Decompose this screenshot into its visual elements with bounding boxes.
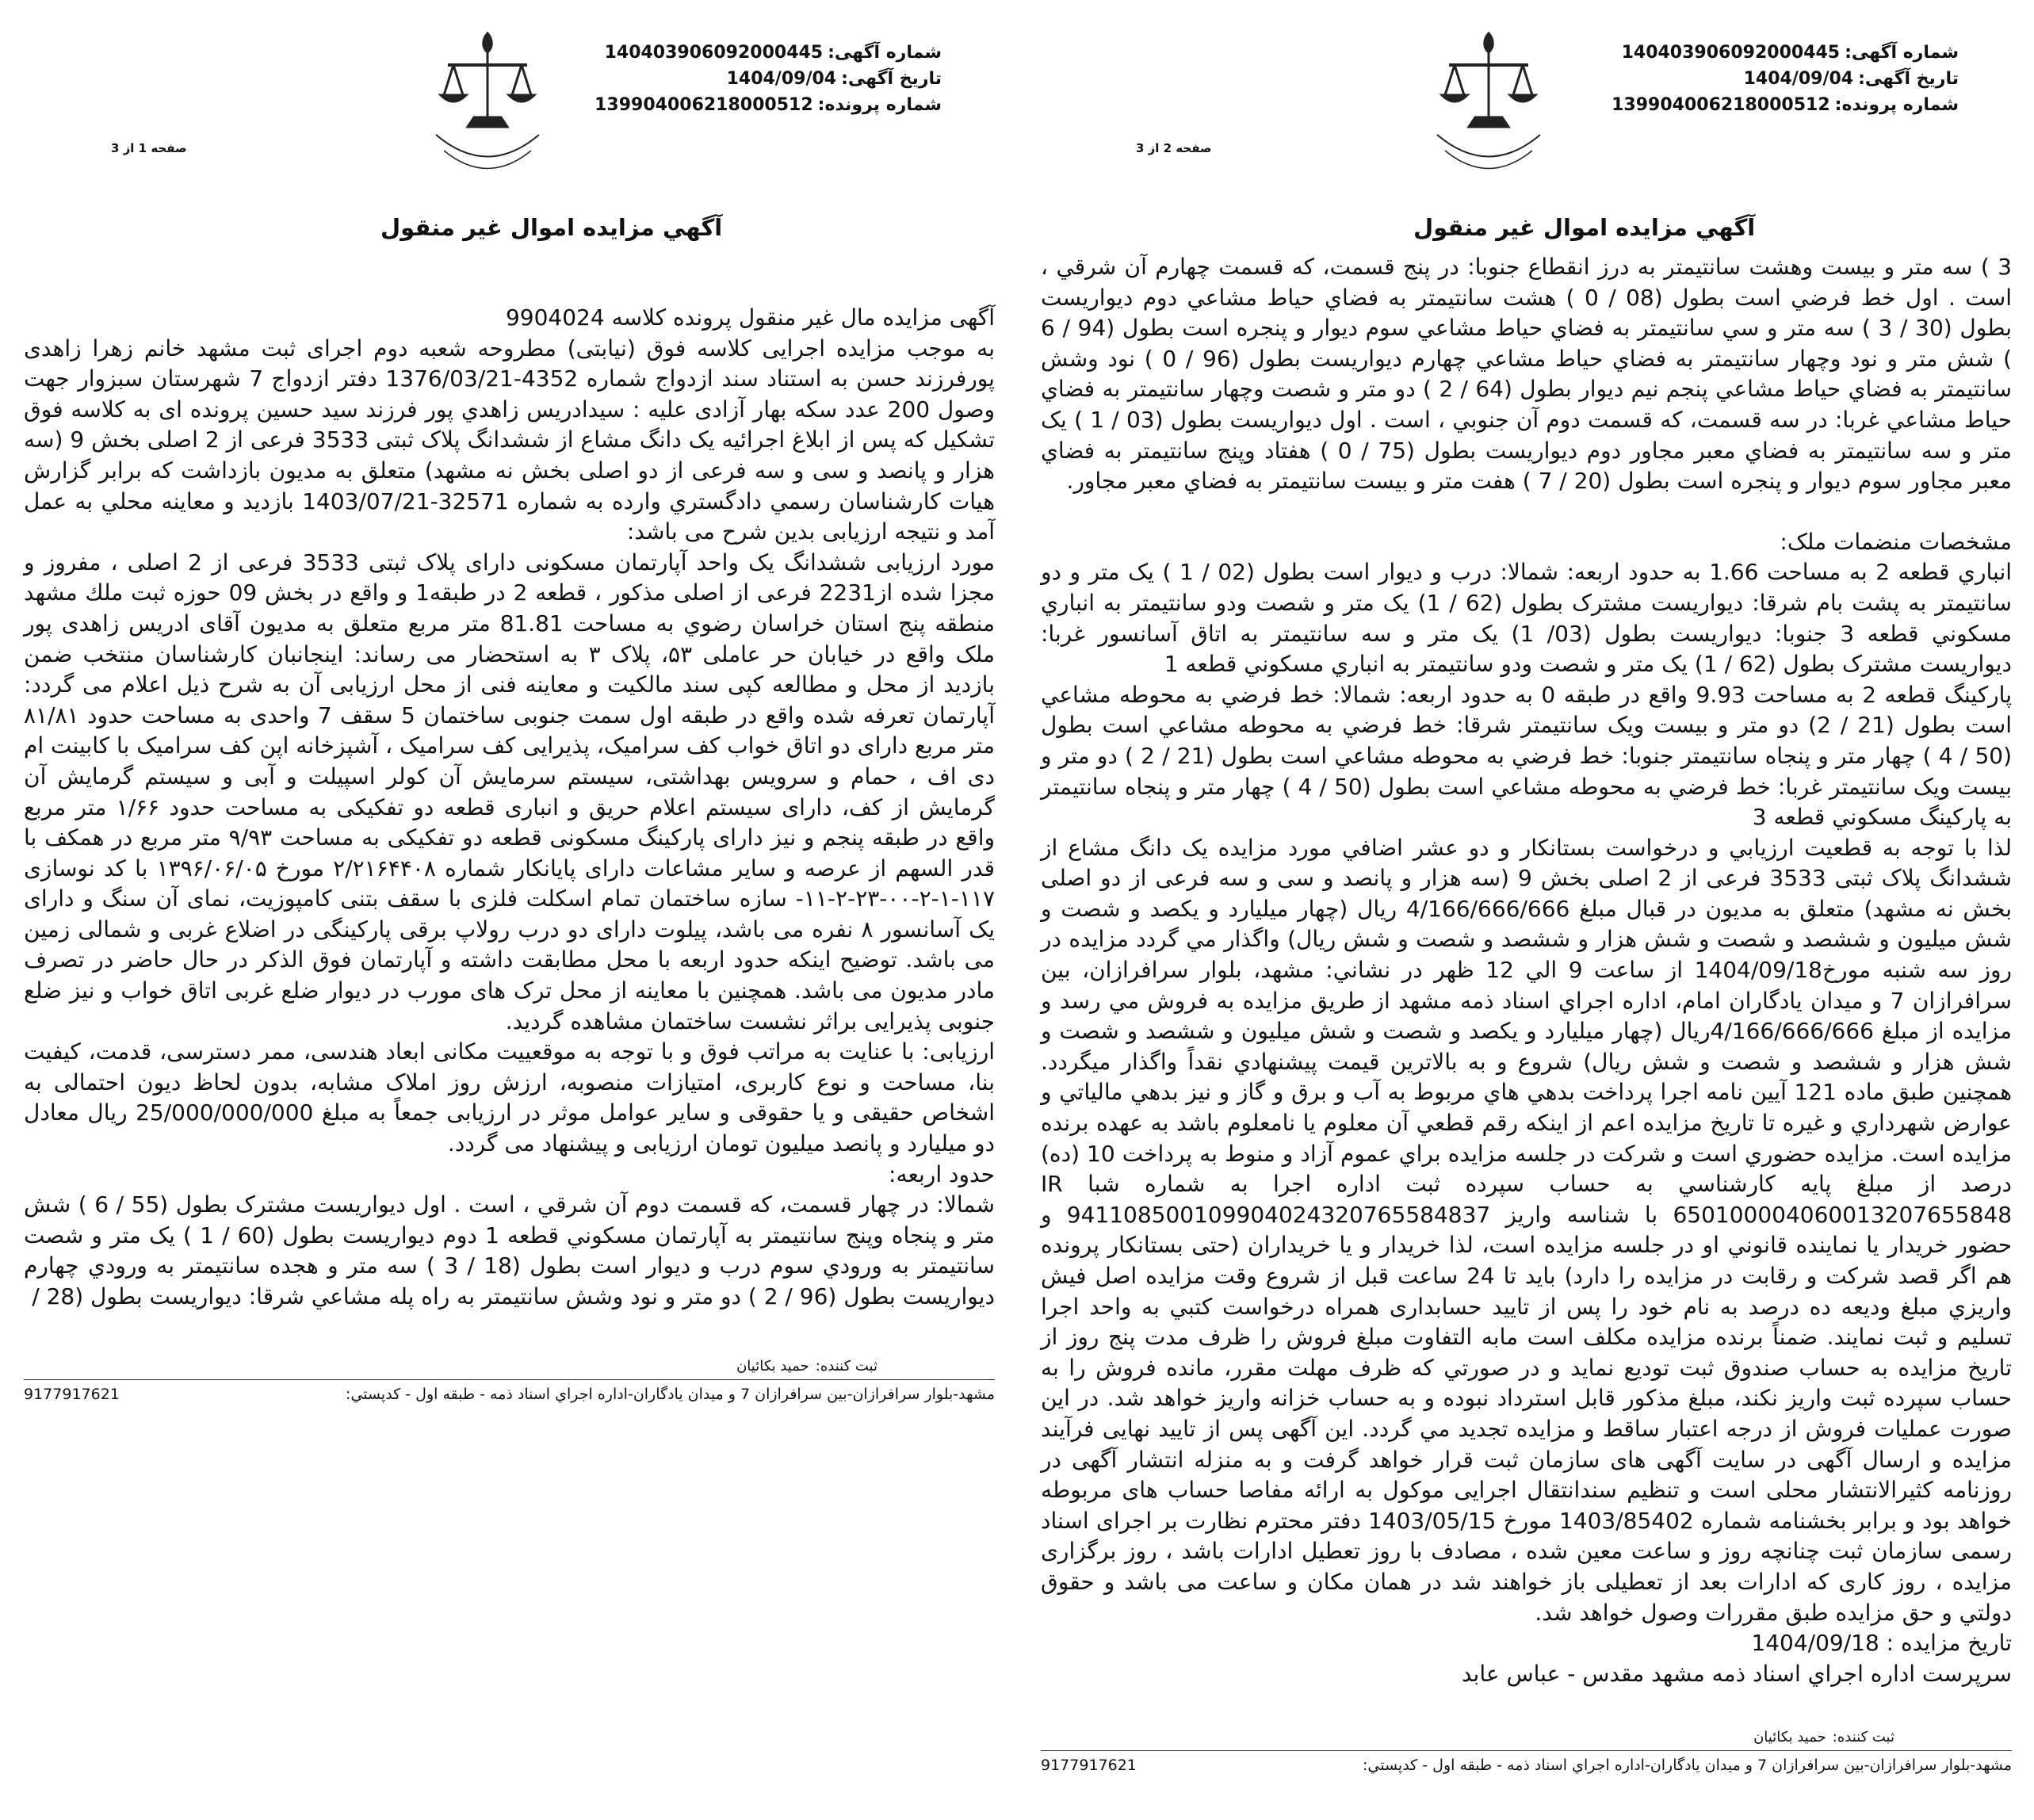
signatory: سرپرست اداره اجراي اسناد ذمه مشهد مقدس - عباس عابد <box>1461 1660 2012 1687</box>
page-footer <box>24 1355 995 1405</box>
ad-header <box>1562 40 1959 118</box>
postal-code: 9177917621 <box>24 1386 120 1403</box>
boundaries-paragraph: شمالا: در چهار قسمت، كه قسمت دوم آن شرقي ، است . اول ديواريست مشترک بطول (55 / 6 ) شش متر و پنجاه وپنج سانتيمتر به آپارتمان مسكوني قطعه 1 دوم ديواريست بطول (60 / 1 ) يک متر و شصت سانتيمتر به ورودي سوم درب و ديوار است بطول (18 / 3 ) سه متر و هجده سانتيمتر به ورودي چهارم ديواريست بطول (96 / 2 ) دو متر و نود وشش سانتيمتر به راه پله مشاعي شرقا: ديواريست بطول (28 / <box>24 1191 996 1310</box>
ad-number-label: شماره آگهی: <box>1845 43 1959 63</box>
boundaries-heading: حدود اربعه: <box>889 1160 995 1187</box>
page-footer <box>1041 1726 2012 1776</box>
case-number-label: شماره پرونده: <box>1834 95 1959 115</box>
annexes-heading: مشخصات منضمات ملک: <box>1780 528 2012 555</box>
auction-date: تاريخ مزايده : 1404/09/18 <box>1751 1630 2012 1657</box>
registrar-label: ثبت كننده: <box>1832 1729 1894 1745</box>
ad-date-label: تاریخ آگهی: <box>841 69 942 89</box>
ad-date: 1404/09/04 <box>726 69 837 89</box>
valuation-paragraph: ارزيابی: با عنايت به مراتب فوق و با توجه به موقعييت مکانی ابعاد هندسی، ممر دسترسی، قدمت، کيفيت بنا، مساحت و نوع کاربری، امتيازات منصوبه، ارزش روز املاک مشابه، بدون لحاظ ديون احتمالی به اشخاص حقيقی و يا حقوقی و ساير عوامل موثر در ارزيابی جمعاً به مبلغ 25/000/000/000 ريال معادل دو ميليارد و پانصد ميليون تومان ارزيابی و پيشنهاد می گردد. <box>24 1038 996 1157</box>
registrar-name: حميد بكائيان <box>736 1358 809 1375</box>
postal-code: 9177917621 <box>1041 1757 1137 1774</box>
judiciary-emblem-icon <box>1413 16 1564 182</box>
page-title: آگهي مزايده اموال غير منقول <box>1413 214 1756 241</box>
ad-header <box>545 40 942 118</box>
page-number: صفحه 2 از 3 <box>1136 141 1212 155</box>
auction-terms-paragraph: لذا با توجه به قطعيت ارزيابي و درخواست بستانكار و دو عشر اضافي مورد مزايده يک دانگ مشاع از ششدانگ پلاک ثبتی 3533 فرعی از 2 اصلی بخش 9 (سه هزار و پانصد و سی و سه فرعی از دو اصلی بخش نه مشهد) متعلق به مديون در قبال مبلغ 4/166/666/666 ريال (چهار ميليارد و يكصد و شصت و شش ميليون و ششصد و شصت و شش هزار و ششصد و شصت و شش ريال) واگذار مي گردد مزايده در روز سه شنبه مورخ1404/09/18 از ساعت 9 الي 12 ظهر در نشاني: مشهد، بلوار سرافرازان، بين سرافرازان 7 و ميدان يادگاران امام، اداره اجراي اسناد ذمه مشهد از طريق مزايده به فروش مي رسد و مزايده از مبلغ 4/166/666/666ريال (چهار ميليارد و يكصد و شصت و شش ميليون و ششصد و شصت و شش هزار و ششصد و شصت و شش ريال) شروع و به بالاترين قيمت پيشنهادي نقداً واگذار ميگردد. همچنين طبق ماده 121 آيين نامه اجرا پرداخت بدهي هاي مربوط به آب و برق و گاز و نيز بدهي مالياتي و عوارض شهرداري و غيره تا تاريخ مزايده اعم از اينكه رقم قطعي آن معلوم يا نامعلوم باشد به عهده برنده مزايده است. مزايده حضوري است و شركت در جلسه مزايده براي عموم آزاد و منوط به پرداخت 10 (ده) درصد از مبلغ پايه كارشناسي به حساب سپرده ثبت اداره اجرا به شماره شبا IR 650100004060013207655848 با شناسه واريز 941108500109904024320765584837 و حضور خريدار يا نماينده قانوني او در جلسه مزايده است، لذا خريدار و يا خريداران (حتی بستانکار پرونده هم اگر قصد شرکت و رقابت در مزايده را دارد) بايد تا 24 ساعت قبل از شروع وقت مزايده اصل فيش واريزي مبلغ وديعه ده درصد به نام خود را پس از تاييد حسابداری همراه درخواست كتبي به واحد اجرا تسليم و ثبت نمايند. ضمناً برنده مزايده مكلف است مابه التفاوت مبلغ فروش را ظرف مدت پنج روز از تاريخ مزايده به حساب صندوق ثبت توديع نمايد و در صورتي كه ظرف مهلت مقرر، مانده فروش را به حساب سپرده ثبت واريز نكند، مبلغ مذكور قابل استرداد نبوده و به حساب خزانه واريز خواهد شد. در اين صورت عمليات فروش از درجه اعتبار ساقط و مزايده تجديد مي گردد. اين آگهی پس از تاييد نهايی فرآيند مزايده و ارسال آگهی در سايت آگهی های سازمان ثبت قرار خواهد گرفت و به منزله انتشار آگهی در روزنامه كثيرالانتشار محلی است و تنظيم سندانتقال اجرايی موكول به ارائه مفاصا حساب های مربوطه خواهد بود و برابر بخشنامه شماره 1403/85402 مورخ 1403/05/15 دفتر محترم نظارت بر اجرای اسناد رسمی سازمان ثبت چنانچه روز و ساعت معين شده ، مصادف با روز تعطيل ادارات باشد ، روز برگزاری مزايده ، روز کاری که ادارات بعد از تعطيلی باز خواهند شد در همان مکان و ساعت می باشد و حقوق دولتي و حق مزايده طبق مقررات وصول خواهد شد. <box>1041 834 2013 1626</box>
registrar-name: حميد بكائيان <box>1753 1729 1826 1745</box>
ad-date: 1404/09/04 <box>1743 69 1854 89</box>
ad-date-label: تاریخ آگهی: <box>1858 69 1959 89</box>
parking-paragraph: پارکينگ قطعه 2 به مساحت 9.93 واقع در طبقه 0 به حدود اربعه: شمالا: خط فرضي به محوطه مشاعي است بطول (21 / 2) دو متر و بيست ويک سانتيمتر شرقا: خط فرضي به محوطه مشاعي است بطول (50 / 4 ) چهار متر و پنجاه سانتيمتر جنوبا: خط فرضي به محوطه مشاعي است بطول (21 / 2 ) دو متر و بيست ويک سانتيمتر غربا: خط فرضي به محوطه مشاعي است بطول (50 / 4 ) چهار متر و پنجاه سانتيمتر به پارکينگ مسکوني قطعه 3 <box>1041 681 2013 831</box>
ad-number: 140403906092000445 <box>1621 43 1841 63</box>
notice-body <box>1041 252 2012 1689</box>
judiciary-emblem-icon <box>412 16 563 182</box>
property-description-paragraph: مورد ارزيابی ششدانگ يک واحد آپارتمان مسکونی دارای پلاک ثبتی 3533 فرعی از 2 اصلی ، مفروز و مجزا شده از2231 فرعی از اصلی مذکور ، قطعه 2 در طبقه1 و واقع در بخش 09 حوزه ثبت ملك مشهد منطقه پنج استان خراسان رضوي به مساحت 81.81 متر مربع متعلق به مديون آقای ادريس زاهدی پور ملک واقع در خيابان حر عاملی ۵۳، پلاک ۳ به استحضار می رساند: اينجانبان کارشناسان منتخب ضمن بازديد از محل و مطالعه کپی سند مالکيت و معاينه فنی از محل ارزيابی آن به شرح ذيل اعلام می گردد: آپارتمان تعرفه شده واقع در طبقه اول سمت جنوبی ساختمان 5 سقف 7 واحدی به مساحت حدود ۸۱/۸۱ متر مربع دارای دو اتاق خواب کف سراميک، پذيرايی کف سراميک ، آشپزخانه اپن کف سراميک با کابينت ام دی اف ، حمام و سرويس بهداشتی، سيستم سرمايش آن کولر اسپيلت و آبی و سيستم گرمايش آن گرمايش از کف، دارای سيستم اعلام حريق و انباری قطعه دو تفکيکی به مساحت حدود ۱/۶۶ متر مربع واقع در طبقه پنجم و نيز دارای پارکينگ مسکونی قطعه دو تفکيکی به مساحت ۹/۹۳ متر مربع در همکف با قدر السهم از عرصه و ساير مشاعات دارای پايانکار شماره ۲/۲۱۶۴۴۰۸ مورخ ۱۳۹۶/۰۶/۰۵ با کد نوسازی ۱۱۷-۱-۲-۰۰-۲۳-۲-۱۱- سازه ساختمان تمام اسکلت فلزی با سقف بتنی کامپوزيت، نمای آن سنگ و دارای يک آسانسور ۸ نفره می باشد، پيلوت دارای دو درب رولاپ برقی پارکينگی در اضلاع غربی و شمالی زمين می باشد. توضيح اينکه حدود اربعه با محل مطابقت داشته و آپارتمان فوق الذکر در حال حاضر در تصرف مادر مديون می باشد. همچنين با معاينه از محل ترک های مورب در ديوار ضلع غربی اتاق خواب و نيز ضلع جنوبی پذيرايی براثر نشست ساختمان مشاهده گرديد. <box>24 549 996 1034</box>
page-title: آگهي مزايده اموال غير منقول <box>380 214 723 241</box>
footer-divider <box>1041 1750 2012 1751</box>
intro-paragraph: به موجب مزايده اجرايی كلاسه فوق (نيابتی) مطروحه شعبه دوم اجرای ثبت مشهد خانم زهرا زاهدی پورفرزند حسن به استناد سند ازدواج شماره 4352-1376/03/21 دفتر ازدواج 7 شهرستان سبزوار جهت وصول 200 عدد سکه بهار آزادی عليه : سيدادريس زاهدي پور فرزند سيد حسين پرونده ای به کلاسه فوق تشکيل که پس از ابلاغ اجرائيه يک دانگ مشاع از ششدانگ پلاک ثبتی 3533 فرعی از 2 اصلی بخش 9 (سه هزار و پانصد و سی و سه فرعی از دو اصلی بخش نه مشهد) متعلق به مديون بازداشت كه برابر گزارش هيات كارشناسان رسمي دادگستري وارده به شماره 32571-1403/07/21 بازديد و معاينه محلي به عمل آمد و نتيجه ارزيابی بدين شرح می باشد: <box>24 335 996 545</box>
case-number: 139904006218000512 <box>595 95 813 115</box>
case-heading: آگهی مزايده مال غير منقول پرونده کلاسه 9904024 <box>505 304 995 331</box>
ad-number-label: شماره آگهی: <box>828 43 942 63</box>
office-address: مشهد-بلوار سرافرازان-بين سرافرازان 7 و ميدان يادگاران-اداره اجراي اسناد ذمه - طبقه اول - كدپستي: <box>1362 1757 2012 1774</box>
registrar-label: ثبت كننده: <box>815 1358 877 1375</box>
page-2 <box>1017 0 2034 1820</box>
office-address: مشهد-بلوار سرافرازان-بين سرافرازان 7 و ميدان يادگاران-اداره اجراي اسناد ذمه - طبقه اول - كدپستي: <box>345 1386 995 1403</box>
page-number: صفحه 1 از 3 <box>111 141 187 155</box>
footer-divider <box>24 1379 995 1380</box>
notice-body <box>24 303 995 1313</box>
ad-number: 140403906092000445 <box>604 43 824 63</box>
boundary-paragraph: 3 ) سه متر و بیست وهشت سانتیمتر به درز انقطاع جنوبا: در پنج قسمت، که قسمت چهارم آن شرقي ، است . اول خط فرضي است بطول (08 / 0 ) هشت سانتیمتر به فضاي حياط مشاعي دوم ديواريست بطول (30 / 3 ) سه متر و سي سانتيمتر به فضاي حياط مشاعي سوم ديوار و پنجره است بطول (94 / 6 ) شش متر و نود وچهار سانتيمتر به فضاي حياط مشاعي چهارم ديواريست بطول (96 / 0 ) نود وشش سانتيمتر به فضاي حياط مشاعي پنجم نيم ديوار بطول (64 / 2 ) دو متر و شصت وچهار سانتيمتر به فضاي حياط مشاعي غربا: در سه قسمت، كه قسمت دوم آن جنوبي ، است . اول ديواريست بطول (03 / 1 ) يک متر و سه سانتيمتر به فضاي معبر مجاور دوم ديواريست بطول (75 / 0 ) هفتاد وپنج سانتيمتر به فضاي معبر مجاور سوم ديوار و پنجره است بطول (20 / 7 ) هفت متر و بيست سانتيمتر به فضاي معبر مجاور. <box>1041 254 2013 495</box>
case-number-label: شماره پرونده: <box>817 95 942 115</box>
case-number: 139904006218000512 <box>1612 95 1830 115</box>
storage-paragraph: انباري قطعه 2 به مساحت 1.66 به حدود اربعه: شمالا: درب و ديوار است بطول (02 / 1 ) يک متر و دو سانتيمتر به پشت بام شرقا: ديواريست مشترک بطول (62 / 1) يک متر و شصت ودو سانتيمتر به انباري مسکوني قطعه 3 جنوبا: ديواريست بطول (03/ 1) يک متر و سه سانتيمتر به اتاق آسانسور غربا: ديواريست مشترک بطول (62 / 1) يک متر و شصت ودو سانتيمتر به انباري مسکوني قطعه 1 <box>1041 559 2013 678</box>
